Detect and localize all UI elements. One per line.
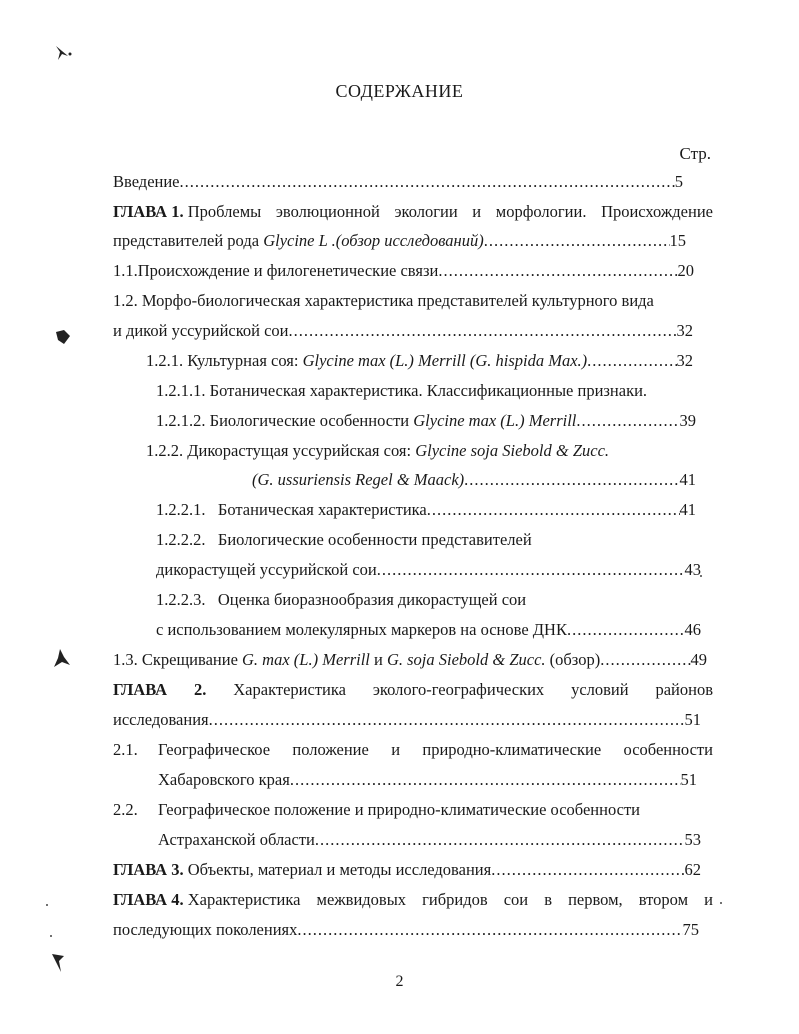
leader-dots [427, 499, 680, 521]
page-number: 2 [395, 973, 404, 990]
scan-speck [720, 902, 722, 904]
toc-page-number: 41 [679, 500, 696, 519]
leader-dots [576, 410, 679, 432]
toc-entry-1-2-cont: и дикой уссурийской сои ..... 32 [113, 320, 693, 342]
toc-entry-1-3: 1.3. Скрещивание G. max (L.) Merrill и G. soja Siebold & Zucc. (обзор) ..... 49 [113, 649, 707, 671]
toc-page-number: 20 [677, 261, 694, 280]
toc-page-number: 32 [676, 321, 693, 340]
toc-page-number: 51 [680, 770, 697, 789]
scan-speck [50, 935, 52, 937]
toc-entry-1-1: 1.1.Происхождение и филогенетические связи ..... 20 [113, 260, 694, 282]
toc-entry-2-2-cont: Астраханской области ..... 53 [158, 829, 701, 851]
toc-page-number: 62 [684, 860, 701, 879]
page-title: СОДЕРЖАНИЕ [335, 81, 464, 101]
leader-dots [438, 260, 677, 282]
toc-entry-1-2-2: 1.2.2. Дикорастущая уссурийская соя: Glycine soja Siebold & Zucc. [146, 441, 610, 460]
leader-dots [209, 709, 685, 731]
toc-entry-1-2-2-cont: (G. ussuriensis Regel & Maack) ..... 41 [252, 469, 696, 491]
toc-page-number: 49 [690, 650, 707, 669]
leader-dots [290, 769, 681, 791]
toc-entry-chapter-2-cont: исследования ..... 51 [113, 709, 701, 731]
toc-entry-intro: Введение ..... 5 [113, 171, 683, 193]
toc-entry-chapter-1-cont: представителей рода Glycine L .(обзор исследований) ..... 15 [113, 230, 686, 252]
toc-entry-1-2: 1.2. Морфо-биологическая характеристика представителей культурного вида [113, 291, 654, 310]
leader-dots [600, 649, 690, 671]
toc-entry-1-2-2-2: 1.2.2.2. Биологические особенности представителей [156, 530, 532, 549]
leader-dots [297, 919, 682, 941]
leader-dots [377, 559, 685, 581]
toc-entry-2-2: 2.2. Географическое положение и природно-климатические особенности [113, 800, 640, 819]
toc-entry-chapter-2: ГЛАВА 2. Характеристика эколого-географических условий районов [113, 680, 713, 699]
leader-dots [315, 829, 685, 851]
toc-page-number: 75 [682, 920, 699, 939]
leader-dots [491, 859, 684, 881]
leader-dots [289, 320, 677, 342]
scan-mark-icon [52, 326, 74, 348]
toc-entry-1-2-1-2: 1.2.1.2. Биологические особенности Glycine max (L.) Merrill ..... 39 [156, 410, 696, 432]
toc-page-number: 43 [684, 560, 701, 579]
scan-speck [46, 904, 48, 906]
toc-page-number: 15 [669, 231, 686, 250]
toc-entry-chapter-4-cont: последующих поколениях ..... 75 [113, 919, 699, 941]
toc-page-number: 51 [684, 710, 701, 729]
toc-entry-2-1-cont: Хабаровского края ..... 51 [158, 769, 697, 791]
toc-entry-1-2-2-1: 1.2.2.1. Ботаническая характеристика ..... 41 [156, 499, 696, 521]
leader-dots [567, 619, 685, 641]
scan-mark-icon [50, 647, 74, 673]
toc-entry-1-2-1: 1.2.1. Культурная соя: Glycine max (L.) Merrill (G. hispida Max.) ..... 32 [146, 350, 693, 372]
toc-page-number: 39 [679, 411, 696, 430]
toc-page-number: 46 [684, 620, 701, 639]
page-column-label: Стр. [679, 144, 711, 163]
toc-entry-1-2-2-2-cont: дикорастущей уссурийской сои ..... 43 [156, 559, 701, 581]
scan-mark-icon [50, 42, 74, 66]
toc-page-number: 32 [676, 351, 693, 370]
toc-page-number: 53 [684, 830, 701, 849]
toc-entry-chapter-1: ГЛАВА 1. Проблемы эволюционной экологии и морфологии. Происхождение [113, 202, 713, 221]
toc-page-number: 5 [674, 172, 683, 191]
toc-entry-chapter-3: ГЛАВА 3. Объекты, материал и методы исследования ..... 62 [113, 859, 701, 881]
leader-dots [484, 230, 670, 252]
toc-entry-2-1: 2.1. Географическое положение и природно-климатические особенности [113, 740, 713, 759]
toc-page-number: 41 [679, 470, 696, 489]
toc-entry-chapter-4: ГЛАВА 4. Характеристика межвидовых гибридов сои в первом, втором и [113, 890, 713, 909]
leader-dots [180, 171, 675, 193]
toc-entry-1-2-2-3-cont: с использованием молекулярных маркеров на основе ДНК ..... 46 [156, 619, 701, 641]
toc-entry-1-2-2-3: 1.2.2.3. Оценка биоразнообразия дикорастущей сои [156, 590, 527, 609]
leader-dots [464, 469, 679, 491]
leader-dots [587, 350, 676, 372]
toc-entry-1-2-1-1: 1.2.1.1. Ботаническая характеристика. Классификационные признаки. [156, 381, 648, 400]
